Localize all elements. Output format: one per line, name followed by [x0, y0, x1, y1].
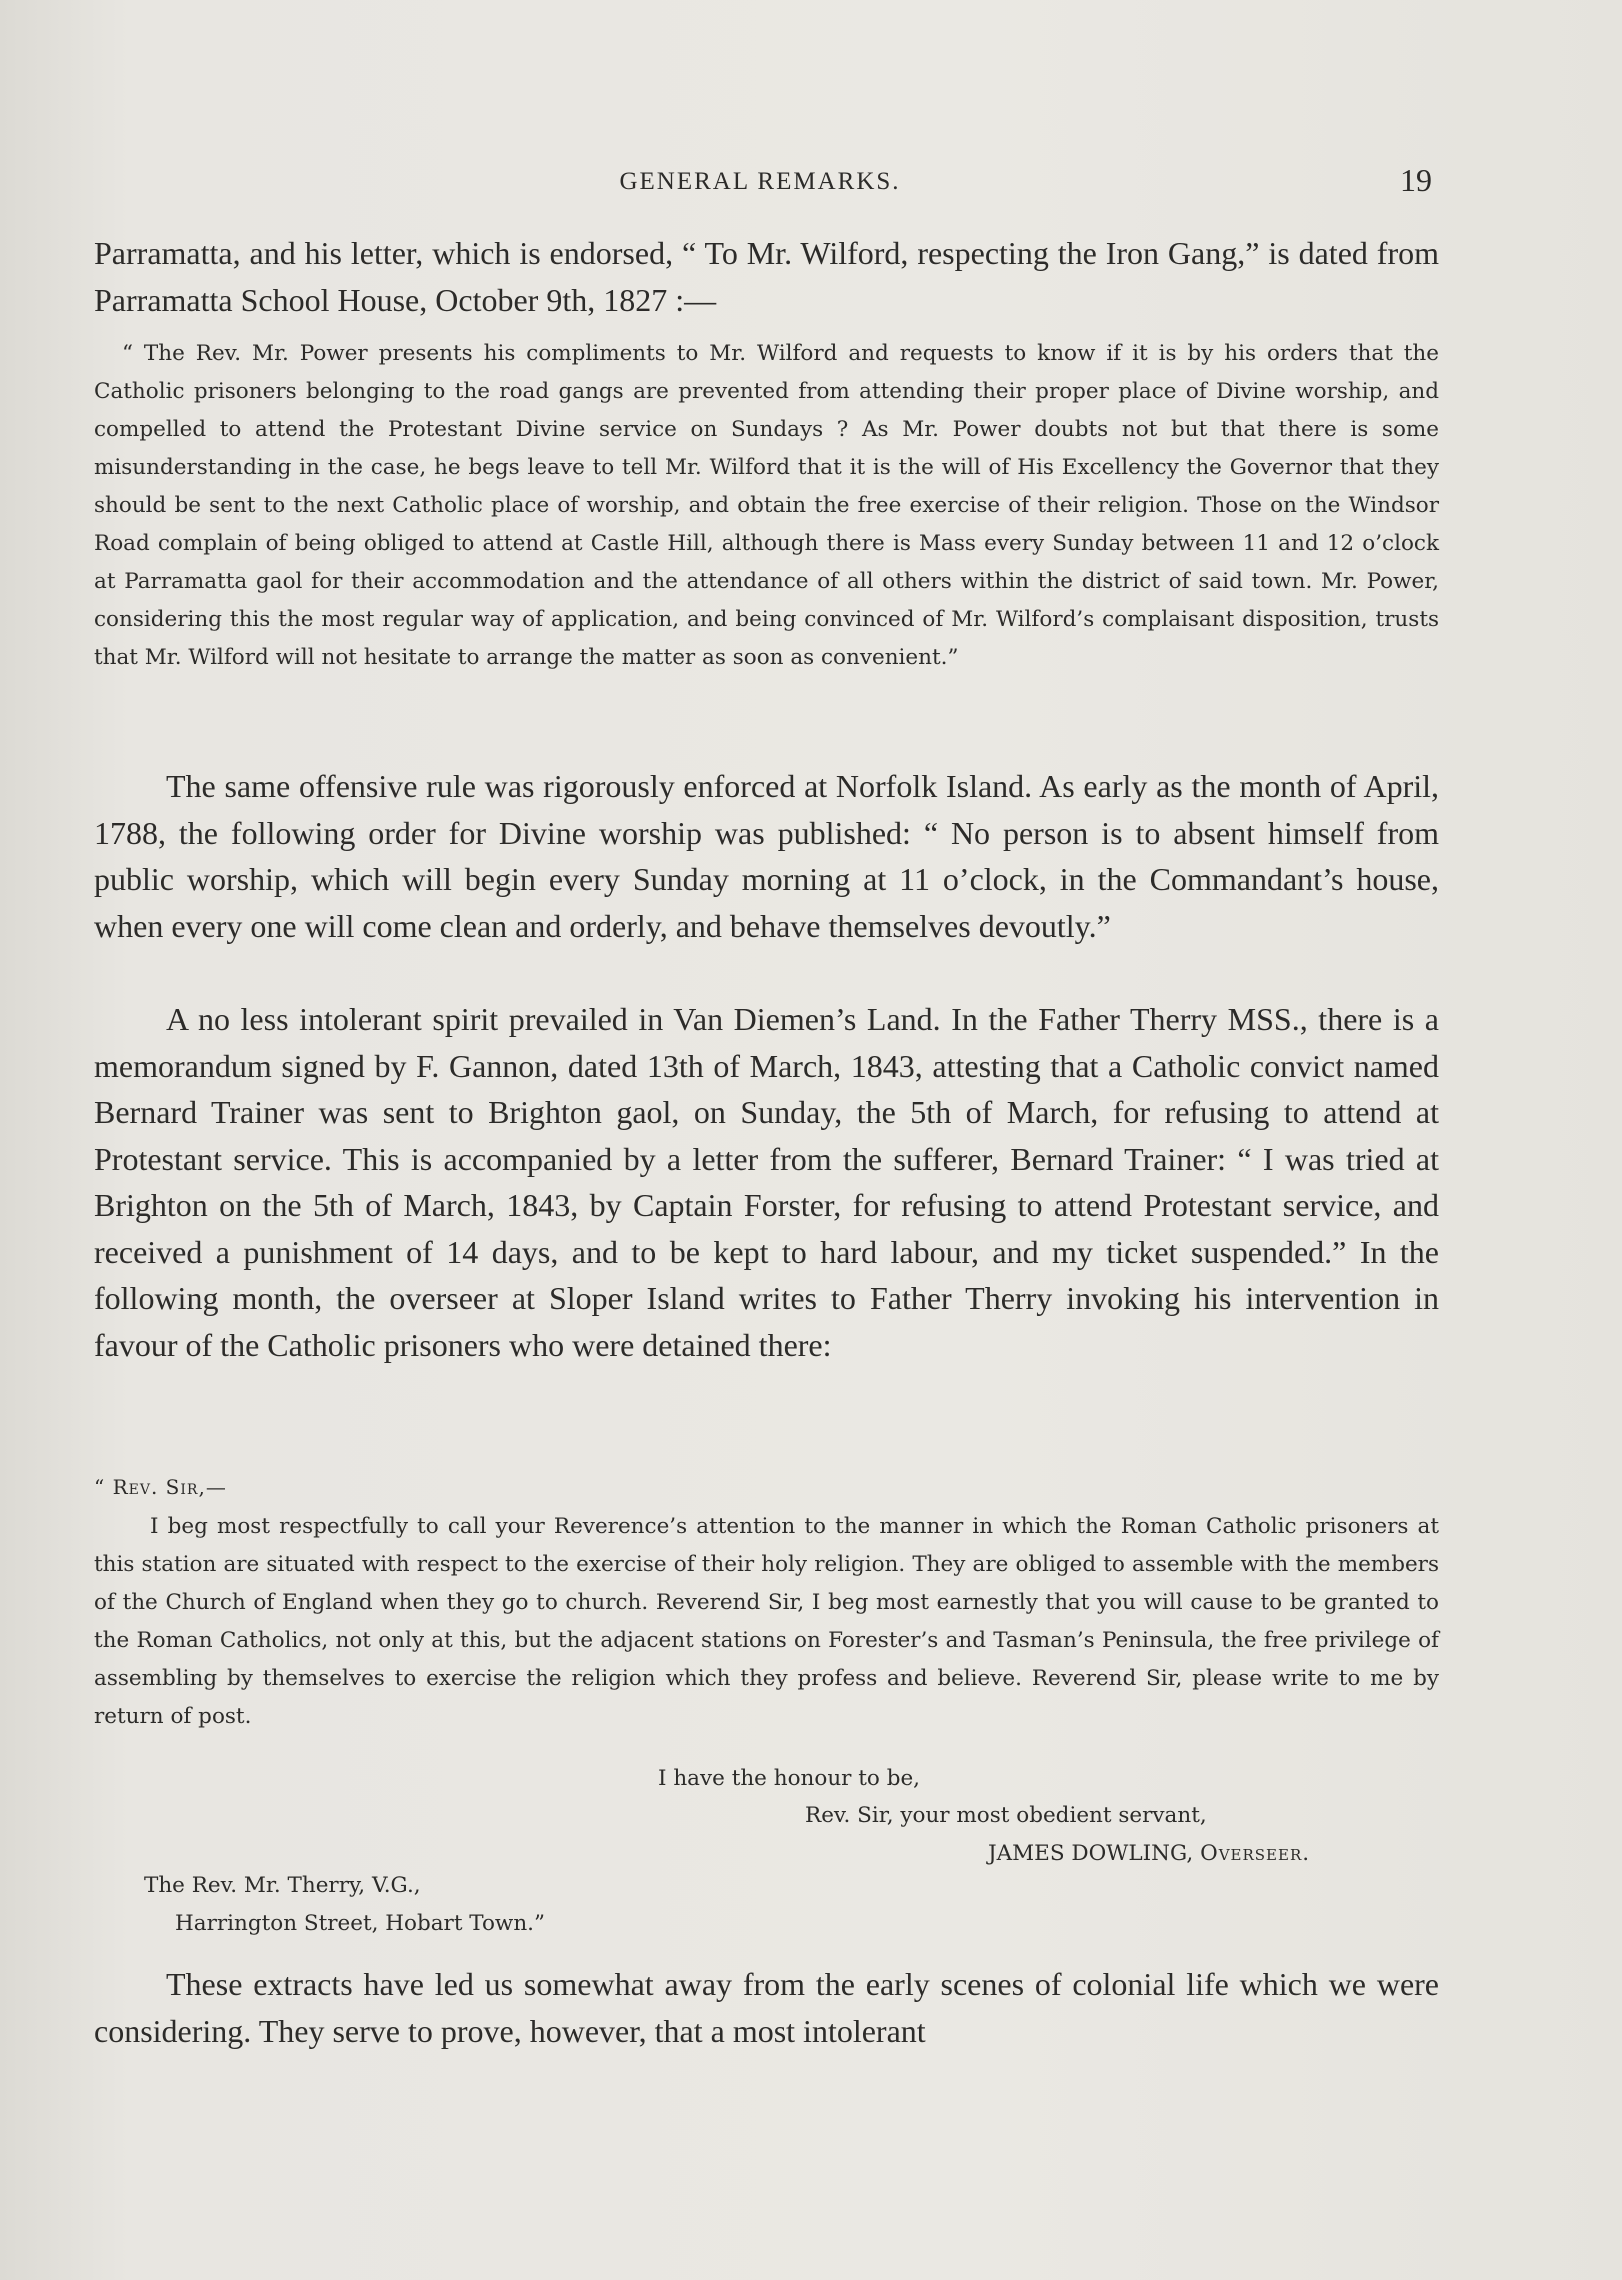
- letter-signature: [988, 1841, 1310, 1866]
- signature-name: JAMES DOWLING,: [988, 1841, 1194, 1866]
- paragraph-3: A no less intolerant spirit prevailed in Van Diemen’s Land. In the Father Therry MSS., there is a memorandum signed by F. Gannon, dated 13th of March, 1843, attesting that a Catholic convict named Bernard Trainer was sent to Brighton gaol, on Sunday, the 5th of March, for refusing to attend at Protestant service. This is accompanied by a letter from the sufferer, Bernard Trainer: “ I was tried at Brighton on the 5th of March, 1843, by Captain Forster, for refusing to attend Protestant service, and received a punishment of 14 days, and to be kept to hard labour, and my ticket suspended.” In the following month, the overseer at Sloper Island writes to Father Therry invoking his intervention in favour of the Catholic prisoners who were detained there:: [94, 1001, 1439, 1363]
- running-head: [0, 162, 1622, 202]
- signature-title: Overseer.: [1200, 1841, 1311, 1866]
- paragraph-2: The same offensive rule was rigorously enforced at Norfolk Island. As early as the month of April, 1788, the following order for Divine worship was published: “ No person is to absent himself from public worship, which will begin every Sunday morning at 11 o’clock, in the Commandant’s house, when every one will come clean and orderly, and behave themselves devoutly.”: [94, 768, 1439, 944]
- letter-body: I beg most respectfully to call your Reverence’s attention to the manner in which the Roman Catholic prisoners at this station are situated with respect to the exercise of their holy religion. They are obliged to assemble with the members of the Church of England when they go to church. Reverend Sir, I beg most earnestly that you will cause to be granted to the Roman Catholics, not only at this, but the adjacent stations on Forester’s and Tasman’s Peninsula, the free privilege of assembling by themselves to exercise the religion which they profess and believe. Reverend Sir, please write to me by return of post.: [94, 1514, 1439, 1729]
- letter-salutation: “ Rev. Sir,—: [94, 1475, 227, 1499]
- paragraph-4: These extracts have led us somewhat away from the early scenes of colonial life which we were considering. They serve to prove, however, that a most intolerant: [94, 1966, 1439, 2049]
- running-title: GENERAL REMARKS.: [619, 168, 901, 195]
- letter-address-1: The Rev. Mr. Therry, V.G.,: [144, 1873, 421, 1898]
- letter-address-2: Harrington Street, Hobart Town.”: [175, 1911, 545, 1936]
- letter-closing-1: I have the honour to be,: [658, 1766, 921, 1791]
- paragraph-1: Parramatta, and his letter, which is endorsed, “ To Mr. Wilford, respecting the Iron Gang,” is dated from Parramatta School House, October 9th, 1827 :—: [94, 235, 1439, 318]
- page-number: 19: [1400, 162, 1432, 198]
- letter-closing-2: Rev. Sir, your most obedient servant,: [805, 1803, 1207, 1828]
- extract-power-letter: “ The Rev. Mr. Power presents his compliments to Mr. Wilford and requests to know if it is by his orders that the Catholic prisoners belonging to the road gangs are prevented from attending their proper place of Divine worship, and compelled to attend the Protestant Divine service on Sundays ? As Mr. Power doubts not but that there is some misunderstanding in the case, he begs leave to tell Mr. Wilford that it is the will of His Excellency the Governor that they should be sent to the next Catholic place of worship, and obtain the free exercise of their religion. Those on the Windsor Road complain of being obliged to attend at Castle Hill, although there is Mass every Sunday between 11 and 12 o’clock at Parramatta gaol for their accommodation and the attendance of all others within the district of said town. Mr. Power, considering this the most regular way of application, and being convinced of Mr. Wilford’s complaisant disposition, trusts that Mr. Wilford will not hesitate to arrange the matter as soon as convenient.”: [94, 341, 1439, 670]
